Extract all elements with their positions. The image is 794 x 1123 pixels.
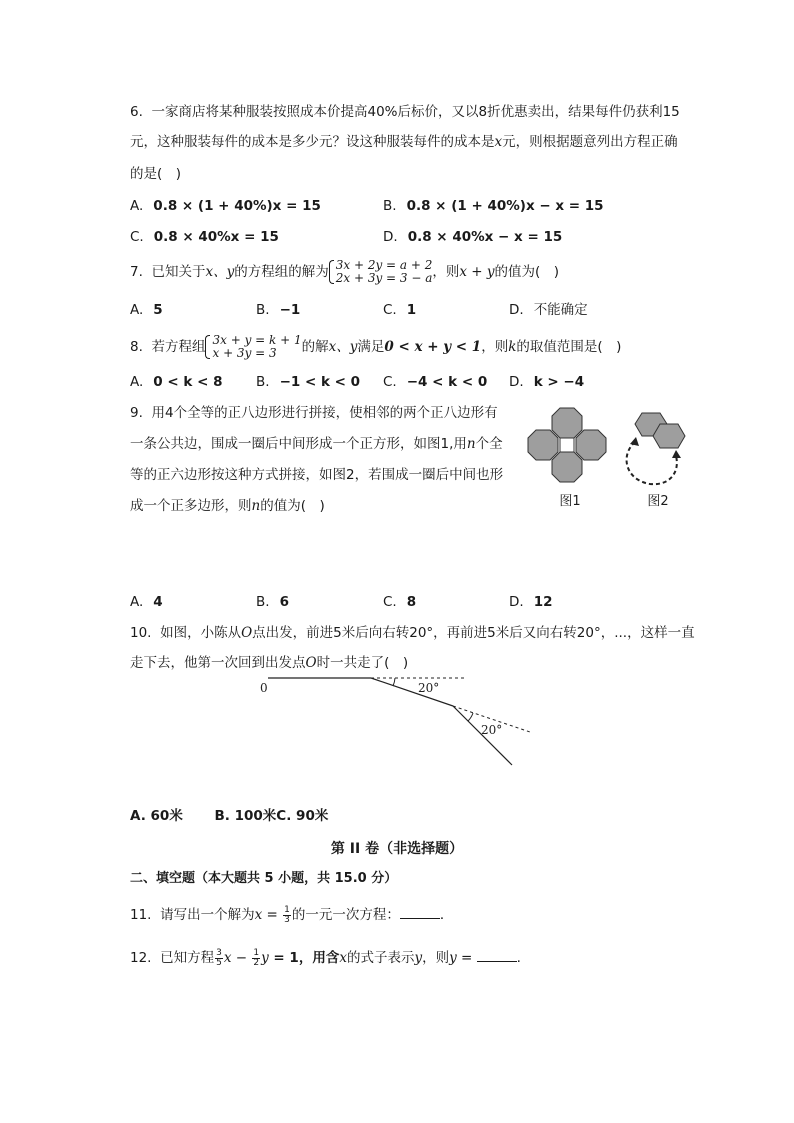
option-label: D. (509, 374, 524, 390)
q7-expr: x + y (459, 264, 495, 280)
option-label: D. (509, 594, 524, 610)
q12-fraction-1 (215, 949, 223, 968)
q11-end: ． (439, 907, 454, 923)
path-segment-2 (371, 678, 453, 706)
octagon-top (552, 408, 582, 438)
fraction-denominator: 5 (216, 957, 222, 968)
figure1-caption: 图1 (559, 494, 581, 509)
fraction-numerator: 1 (284, 904, 290, 915)
q12-minus: − (231, 950, 252, 966)
q11-text-pre: 请写出一个解为 (160, 907, 255, 923)
q9-option-a[interactable] (130, 592, 163, 612)
option-text: −1 (279, 302, 301, 318)
part-heading: 二、填空题（本大题共 5 小题，共 15.0 分） (130, 871, 398, 886)
q7-equation-system (329, 259, 433, 285)
q10-line2 (130, 653, 408, 673)
option-text: 8 (406, 594, 417, 610)
q8-eq2: x + 3y = 3 (212, 346, 277, 360)
option-text: 0 < k < 8 (153, 374, 223, 390)
q9-text-2b: 个全 (475, 436, 503, 452)
octagon-figure (527, 405, 607, 485)
q12-line (130, 947, 521, 968)
q6-line2 (130, 132, 678, 152)
q12-text-mid: 的式子表示 (346, 950, 415, 966)
q6-number: 6. (130, 104, 143, 120)
option-label: D. (509, 302, 524, 318)
q11-fraction (283, 906, 291, 925)
q8-eq1: 3x + y = k + 1 (212, 333, 302, 347)
q11-var-x: x (254, 907, 263, 923)
octagon-right (576, 430, 606, 460)
option-text: 12 (533, 594, 553, 610)
q10-text-1a: 如图，小陈从 (160, 625, 242, 641)
q7-option-a[interactable] (130, 300, 163, 320)
hexagon-2 (653, 424, 685, 448)
option-label: B. (256, 594, 270, 610)
option-text: 5 (153, 302, 163, 318)
fraction-numerator: 1 (253, 947, 260, 958)
option-label: B. (256, 374, 270, 390)
q7-text-mid: 的方程组的解为 (234, 264, 329, 280)
figure2-caption: 图2 (647, 494, 669, 509)
q12-answer-blank[interactable] (477, 947, 517, 962)
q12-var-y3: y (449, 950, 457, 966)
q11-text-post: 的一元一次方程： (291, 907, 400, 923)
q7-option-b[interactable] (256, 300, 300, 320)
option-text: k > −4 (533, 374, 585, 390)
q7-line (130, 259, 559, 285)
option-text: 0.8 × (1 + 40%)x − x = 15 (406, 198, 604, 214)
q8-condition: 0 < x + y < 1 (384, 339, 482, 355)
q11-number: 11. (130, 907, 152, 923)
option-label: C. (383, 374, 397, 390)
q7-eq1: 3x + 2y = a + 2 (335, 258, 433, 272)
q10-text-2a: 走下去，他第一次回到出发点 (130, 655, 306, 671)
q12-text-eq: = 1，用含 (268, 950, 340, 966)
q12-period: . (516, 950, 521, 966)
q8-option-c[interactable] (383, 372, 487, 392)
octagon-left (528, 430, 558, 460)
angle-arc-2 (468, 713, 473, 721)
q8-text-post1: ，则 (481, 339, 509, 355)
walking-path-figure (255, 672, 540, 772)
option-text: 6 (279, 594, 289, 610)
q6-option-b[interactable] (383, 196, 604, 216)
q7-text-pre: 已知关于 (151, 264, 206, 280)
q9-text-1: 用4个全等的正八边形进行拼接，使相邻的两个正八边形有 (151, 405, 498, 421)
q8-text-pre: 若方程组 (151, 339, 206, 355)
option-text: 0.8 × 40%x − x = 15 (407, 229, 563, 245)
q6-text-2b: 元，则根据题意列出方程正确 (502, 134, 678, 150)
q8-option-b[interactable] (256, 372, 360, 392)
label-o: 0 (260, 681, 268, 695)
fraction-numerator: 3 (216, 947, 222, 958)
q8-equation-system (205, 334, 301, 360)
q10-point-o: O (241, 625, 253, 641)
q6-text-1: 一家商店将某种服装按照成本价提高40%后标价，又以8折优惠卖出，结果每件仍获利15 (151, 104, 680, 120)
option-label: C. (130, 229, 144, 245)
q12-equals: = (456, 950, 477, 966)
angle-label-1: 20° (418, 681, 440, 695)
center-square (560, 438, 574, 452)
q8-number: 8. (130, 339, 143, 355)
option-label: C. (383, 302, 397, 318)
option-label: B. (383, 198, 397, 214)
option-label: D. (383, 229, 398, 245)
q12-var-y: y (261, 950, 269, 966)
q9-option-b[interactable] (256, 592, 289, 612)
q7-text-post1: ，则 (432, 264, 460, 280)
q10-number: 10. (130, 625, 152, 641)
q12-text-mid2: ，则 (422, 950, 450, 966)
q6-line3: 的是( ) (130, 166, 182, 182)
q11-equals: = (262, 907, 283, 923)
fraction-denominator: 2 (253, 957, 260, 968)
q7-option-c[interactable] (383, 300, 416, 320)
section-title: 第 II 卷（非选择题） (330, 841, 464, 857)
q9-option-c[interactable] (383, 592, 416, 612)
q9-text-2a: 一条公共边，围成一圈后中间形成一个正方形，如图1,用 (130, 436, 467, 452)
arrow-head-icon (672, 450, 681, 458)
q6-option-c[interactable] (130, 227, 279, 247)
option-text: 0.8 × (1 + 40%)x = 15 (153, 198, 321, 214)
q6-var-x: x (494, 134, 503, 150)
angle-arc-1 (393, 678, 395, 686)
q9-line4 (130, 496, 325, 516)
q10-options-text: A. 60米 B. 100米C. 90米 (130, 808, 329, 824)
q10-options[interactable] (130, 806, 328, 826)
arrow-tail-icon (630, 437, 639, 446)
option-label: A. (130, 594, 144, 610)
option-label: A. (130, 302, 144, 318)
q9-number: 9. (130, 405, 143, 421)
option-text: 0.8 × 40%x = 15 (153, 229, 279, 245)
q9-text-4b: 的值为( ) (260, 498, 325, 514)
q10-text-2b: 时一共走了( ) (316, 655, 409, 671)
q7-number: 7. (130, 264, 143, 280)
q11-answer-blank[interactable] (400, 904, 440, 919)
q12-var-x: x (223, 950, 232, 966)
q6-line1 (130, 102, 680, 122)
q8-text-mid2: 满足 (357, 339, 385, 355)
q12-number: 12. (130, 950, 152, 966)
q9-var-n2: n (251, 498, 261, 514)
option-label: C. (383, 594, 397, 610)
q9-text-4a: 成一个正多边形，则 (130, 498, 252, 514)
q8-var-k: k (508, 339, 517, 355)
octagon-bottom (552, 452, 582, 482)
option-label: A. (130, 198, 144, 214)
q6-option-a[interactable] (130, 196, 321, 216)
q6-option-d[interactable] (383, 227, 562, 247)
q9-option-d[interactable] (509, 592, 552, 612)
q12-var-x2: x (339, 950, 347, 966)
q7-option-d[interactable] (509, 300, 588, 320)
q7-vars: x、y (205, 264, 235, 280)
q9-line3: 等的正六边形按这种方式拼接，如图2，若围成一圈后中间也形 (130, 467, 504, 483)
q7-eq2: 2x + 3y = 3 − a (335, 271, 433, 285)
q9-line2 (130, 434, 503, 454)
q10-point-o2: O (305, 655, 317, 671)
option-text: 不能确定 (533, 302, 588, 318)
option-text: −1 < k < 0 (279, 374, 361, 390)
q11-line (130, 904, 453, 925)
angle-label-2: 20° (481, 723, 503, 737)
q6-text-2a: 元，这种服装每件的成本是多少元？设这种服装每件的成本是 (130, 134, 495, 150)
q8-text-mid: 的解 (301, 339, 329, 355)
hexagon-figure (620, 410, 695, 488)
q9-line1 (130, 403, 498, 423)
q8-option-d[interactable] (509, 372, 584, 392)
q8-text-post2: 的取值范围是( ) (516, 339, 622, 355)
fraction-denominator: 3 (284, 914, 290, 925)
q10-line1 (130, 623, 695, 643)
q10-text-1b: 点出发，前进5米后向右转20°，再前进5米后又向右转20°，...，这样一直 (252, 625, 695, 641)
q9-var-n: n (466, 436, 476, 452)
option-label: B. (256, 302, 270, 318)
q8-line (130, 334, 621, 360)
option-text: −4 < k < 0 (406, 374, 488, 390)
q12-fraction-2 (252, 949, 260, 968)
q8-vars: x、y (328, 339, 358, 355)
q12-text-pre: 已知方程 (160, 950, 215, 966)
option-text: 1 (406, 302, 417, 318)
q8-option-a[interactable] (130, 372, 222, 392)
option-text: 4 (153, 594, 163, 610)
q7-text-post2: 的值为( ) (494, 264, 560, 280)
q12-var-y2: y (414, 950, 423, 966)
option-label: A. (130, 374, 144, 390)
